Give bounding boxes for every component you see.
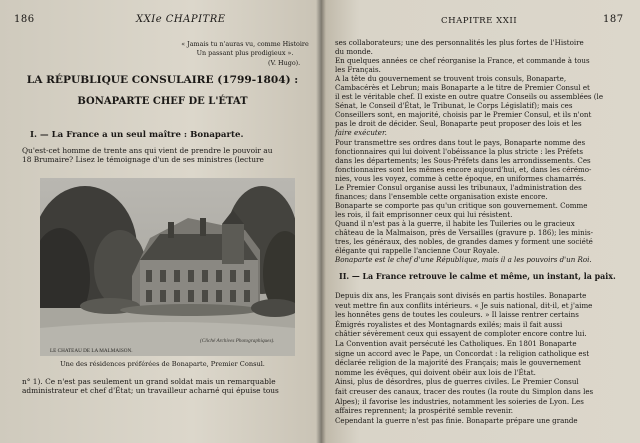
right-page-number: 187 bbox=[603, 14, 624, 25]
left-running-header: XXIe CHAPITRE bbox=[136, 14, 226, 25]
text-line: les rois, il fait emprisonner ceux qui lui résistent. bbox=[335, 209, 513, 219]
text-line: ses collaborateurs; une des personnalités les plus fortes de l'Histoire bbox=[335, 38, 584, 47]
text-line: châtier sévèrement ceux qui essayent de comploter encore contre lui. bbox=[335, 329, 587, 339]
text-line: il est le véritable chef. Il existe en outre quatre Conseils ou assemblées (le bbox=[335, 92, 604, 102]
text-line: Cambacérès et Lebrun; mais Bonaparte a le titre de Premier Consul et bbox=[335, 83, 590, 93]
photo-caption: Une des résidences préférées de Bonaparte, Premier Consul. bbox=[60, 360, 265, 368]
photo-credit: (Cliché Archives Photographiques). bbox=[200, 338, 275, 344]
photo-inscription: LE CHATEAU DE LA MALMAISON. bbox=[50, 348, 133, 354]
epigraph-attribution: (V. Hugo). bbox=[268, 59, 301, 67]
right-page bbox=[321, 0, 640, 443]
left-bottom-paragraph bbox=[22, 377, 279, 396]
right-running-header: CHAPITRE XXII bbox=[441, 16, 518, 26]
text-line: finances; dans l'ensemble cette organisation existe encore. bbox=[335, 191, 548, 201]
text-line: nomme les évêques, qui doivent obéir aux lois de l'État. bbox=[335, 367, 536, 377]
text-line: n° 1). Ce n'est pas seulement un grand soldat mais un remarquable bbox=[22, 377, 276, 386]
text-line: Sénat, le Conseil d'État, le Tribunat, le Corps Législatif); mais ces bbox=[335, 101, 573, 111]
chateau-illustration bbox=[40, 178, 295, 356]
section-heading-2: II. — La France retrouve le calme et même, un instant, la paix. bbox=[339, 272, 616, 281]
text-line: faire exécuter. bbox=[335, 128, 387, 138]
left-page-number: 186 bbox=[14, 14, 35, 25]
epigraph-line: Un passant plus prodigieux ». bbox=[196, 48, 294, 57]
text-line: administrateur et chef d'État; un travailleur acharné qui épuise tous bbox=[22, 386, 279, 396]
text-line: A la tête du gouvernement se trouvent trois consuls, Bonaparte, bbox=[335, 74, 567, 84]
epigraph bbox=[180, 40, 310, 57]
epigraph-line: « Jamais tu n'auras vu, comme Histoire bbox=[181, 40, 309, 48]
text-line: les honnêtes gens de toutes les couleurs. » Il laisse rentrer certains bbox=[335, 310, 579, 320]
text-line: fonctionnaires qui lui doivent l'obéissance la plus stricte : les Préfets bbox=[335, 146, 584, 156]
section-heading-1: I. — La France a un seul maître : Bonaparte. bbox=[30, 130, 244, 140]
text-line: La Convention avait persécuté les Catholiques. En 1801 Bonaparte bbox=[335, 338, 577, 348]
text-line: Conseillers sont, en majorité, choisis par le Premier Consul, et ils n'ont bbox=[335, 110, 592, 120]
text-line: Depuis dix ans, les Français sont divisés en partis hostiles. Bonaparte bbox=[335, 291, 587, 300]
text-line: Ainsi, plus de désordres, plus de guerres civiles. Le Premier Consul bbox=[335, 377, 579, 387]
text-line: affaires reprennent; la prospérité semble revenir. bbox=[335, 406, 513, 416]
chapter-subtitle: BONAPARTE CHEF DE L'ÉTAT bbox=[77, 96, 248, 107]
text-line: château de la Malmaison, près de Versailles (gravure p. 186); les minis- bbox=[335, 227, 594, 237]
text-line: Quand il n'est pas à la guerre, il habite les Tuileries ou le gracieux bbox=[335, 218, 575, 228]
intro-paragraph bbox=[22, 146, 272, 165]
text-line: fait creuser des canaux, tracer des routes (la route du Simplon dans les bbox=[335, 386, 594, 396]
text-line: déclarée religion de la majorité des Français; mais le gouvernement bbox=[335, 358, 581, 368]
text-line: du monde. bbox=[335, 47, 373, 57]
text-line: élégante qui rappelle l'ancienne Cour Royale. bbox=[335, 246, 500, 256]
text-line: fonctionnaires sont les mêmes encore aujourd'hui, et, dans les cérémo- bbox=[335, 164, 592, 174]
text-line: Bonaparte est le chef d'une République, mais il a les pouvoirs d'un Roi. bbox=[335, 255, 592, 265]
malmaison-engraving bbox=[40, 178, 295, 356]
book-gutter bbox=[316, 0, 326, 443]
text-line: 18 Brumaire? Lisez le témoignage d'un de ses ministres (lecture bbox=[22, 155, 264, 165]
text-line: Le Premier Consul organise aussi les tribunaux, l'administration des bbox=[335, 182, 582, 192]
text-line: Pour transmettre ses ordres dans tout le pays, Bonaparte nomme des bbox=[335, 137, 586, 147]
text-line: pas le droit de décider. Seul, Bonaparte peut proposer des lois et les bbox=[335, 119, 582, 129]
text-line: les Français. bbox=[335, 65, 381, 75]
text-line: tres, les généraux, des nobles, de grandes dames y forment une société bbox=[335, 237, 593, 247]
text-line: Bonaparte se comporte pas qu'un critique son gouvernement. Comme bbox=[335, 200, 588, 210]
chapter-title: LA RÉPUBLIQUE CONSULAIRE (1799-1804) : bbox=[26, 74, 299, 86]
text-line: Qu'est-cet homme de trente ans qui vient de prendre le pouvoir au bbox=[22, 146, 273, 155]
text-line: En quelques années ce chef réorganise la France, et commande à tous bbox=[335, 56, 590, 66]
right-bottom-text bbox=[335, 291, 593, 425]
right-top-text bbox=[335, 38, 603, 264]
text-line: dans les départements; les Sous-Préfets dans les arrondissements. Ces bbox=[335, 155, 591, 165]
text-line: signe un accord avec le Pape, un Concordat : la religion catholique est bbox=[335, 348, 590, 358]
text-line: Cependant la guerre n'est pas finie. Bonaparte prépare une grande bbox=[335, 415, 578, 425]
text-line: Émigrés royalistes et des Montagnards exilés; mais il fait aussi bbox=[335, 319, 563, 329]
text-line: veut mettre fin aux conflits intérieurs. « Je suis national, dit-il, et j'aime bbox=[335, 300, 593, 310]
text-line: nies, vous les voyez, comme à cette époque, en uniformes chamarrés. bbox=[335, 173, 586, 183]
text-line: Alpes); il favorise les industries, notamment les soieries de Lyon. Les bbox=[335, 396, 584, 406]
